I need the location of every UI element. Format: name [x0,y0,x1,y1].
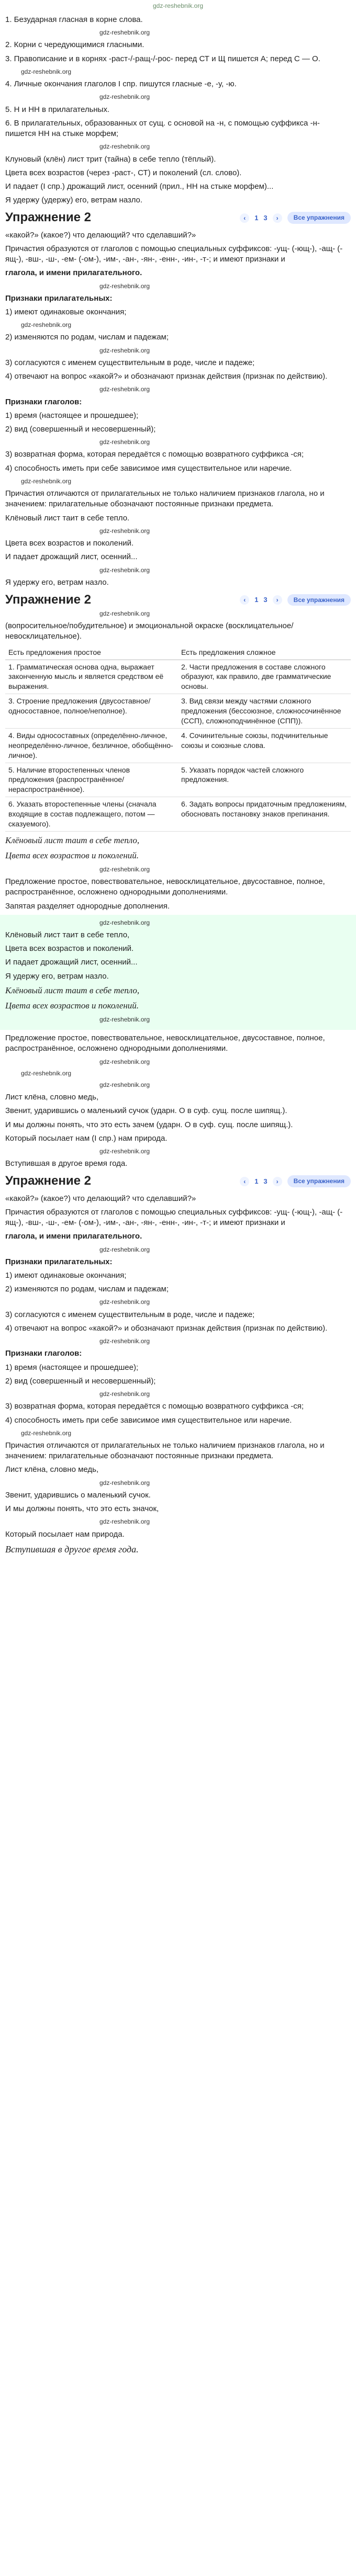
text-line: Признаки глаголов: [5,397,82,406]
text-line: Вступившая в другое время года. [5,1159,128,1168]
site-header[interactable]: gdz-reshebnik.org [152,2,204,9]
table-cell: 5. Наличие второстепенных членов предложения (распространённое/нераспространённое). [5,763,178,797]
watermark: gdz-reshebnik.org [99,610,150,617]
section-1 [0,15,356,206]
text-line: 3) возвратная форма, которая передаётся с помощью возвратного суффикса -ся; [5,450,304,459]
watermark: gdz-reshebnik.org [99,1148,150,1155]
next-arrow-icon[interactable]: › [273,213,282,223]
text-line [5,552,351,562]
text-line: 2) вид (совершенный и несовершенный); [5,1376,156,1386]
page-number[interactable]: 3 [263,213,268,222]
table-header: Есть предложения простое [5,645,178,660]
text-line: Цвета всех возрастов (через -раст-, СТ) и поколений (сл. слово). [5,168,242,177]
text-line: Предложение простое, повествовательное, невосклицательное, двусоставное, полное, распространённое, осложнено однородными дополнениями. [5,1034,325,1053]
text-line: 3) согласуются с именем существительным в роде, числе и падеже; [5,1310,255,1319]
exercise-title: Упражнение 2 [5,592,91,607]
watermark: gdz-reshebnik.org [99,385,150,393]
text-line: Причастия отличаются от прилагательных не только наличием признаков глагола, но и значением: прилагательные обозначают постоянные признаки предмета. [5,489,325,509]
highlighted-block [0,915,356,1030]
text-line: Причастия образуются от глаголов с помощью специальных суффиксов: -ущ- (-ющ-), -ащ- (-ящ-), -вш-, -ш-, -ем- (-ом-), -им-, -ан-, -ян-, -енн-, -ин-, -т-; и имеют признаки и [5,1207,343,1227]
text-line: 1) имеют одинаковые окончания; [5,1270,127,1280]
watermark: gdz-reshebnik.org [99,918,150,926]
sentence-parse: Клёновый лист таит в себе тепло, [5,985,140,995]
text-line: Признаки прилагательных: [5,293,113,303]
watermark: gdz-reshebnik.org [99,282,150,290]
watermark: gdz-reshebnik.org [99,527,150,535]
text-line: 4) способность иметь при себе зависимое имя существительное или наречие. [5,463,292,473]
sentence-parse: Клёновый лист таит в себе тепло, [5,835,140,845]
text-line: Цвета всех возрастов и поколений. [5,539,134,548]
all-exercises-button[interactable]: Все упражнения [287,212,351,223]
text-line: 2) изменяются по родам, числам и падежам; [5,333,169,342]
text-line: глагола, и имени прилагательного. [5,1232,142,1241]
watermark: gdz-reshebnik.org [99,865,150,873]
prev-arrow-icon[interactable]: ‹ [240,213,249,223]
page-number[interactable]: 1 [254,596,259,604]
watermark: gdz-reshebnik.org [99,1390,150,1398]
exercise-title: Упражнение 2 [5,1174,91,1188]
table-cell: 5. Указать порядок частей сложного предложения. [178,763,351,797]
text-line: И мы должны понять, что это есть значок, [5,1504,159,1514]
sentence-parse: Цвета всех возрастов и поколений. [5,1000,139,1011]
text-line: Вступившая в другое время года. [5,1544,139,1554]
page-number[interactable]: 3 [263,596,268,604]
pager [240,594,351,606]
table-cell: 6. Указать второстепенные члены (сначала входящие в состав подлежащего, потом — сказуемого). [5,797,178,832]
text-line: «какой?» (какое?) что делающий? что сделавший?» [5,230,196,240]
watermark: gdz-reshebnik.org [99,1298,150,1306]
sentence-parse: Цвета всех возрастов и поколений. [5,850,139,860]
watermark: gdz-reshebnik.org [99,566,150,574]
exercise-header [0,209,356,227]
page-number[interactable]: 1 [254,213,259,222]
all-exercises-button[interactable]: Все упражнения [287,594,351,606]
text-line: Звенит, ударившись о маленький сучок (ударн. О в суф. сущ. после шипящ.). [5,1106,287,1116]
watermark: gdz-reshebnik.org [99,143,150,151]
section-2 [0,230,356,588]
page-number[interactable]: 3 [263,1177,268,1185]
text-line: Признаки прилагательных: [5,1257,113,1266]
pager [240,212,351,223]
text-line: 2. Корни с чередующимися гласными. [5,40,144,50]
text-line: 2) изменяются по родам, числам и падежам; [5,1285,169,1294]
text-line: 4. Личные окончания глаголов I спр. пишутся гласные -е, -у, -ю. [5,80,237,89]
watermark: gdz-reshebnik.org [99,346,150,354]
table-cell: 1. Грамматическая основа одна, выражает законченную мысль и является средством её выражения. [5,660,178,694]
text-line: Лист клёна, словно медь, [5,1465,99,1474]
section-desc [0,865,356,912]
watermark: gdz-reshebnik.org [21,1069,72,1077]
text-line: Причастия образуются от глаголов с помощью специальных суффиксов: -ущ- (-ющ-), -ащ- (-ящ-), -вш-, -ш-, -ем- (-ом-), -им-, -ан-, -ян-, -енн-, -ин-, -т-; и имеют признаки и [5,244,343,264]
table-cell: 4. Виды односоставных (определённо-личное, неопределённо-личное, безличное, обобщённо-личное). [5,728,178,763]
watermark: gdz-reshebnik.org [99,1015,150,1023]
table-cell: 3. Строение предложения (двусоставное/односоставное, полное/неполное). [5,694,178,729]
table-row [5,660,351,694]
comparison-table [5,645,351,832]
poem-line: И падает дрожащий лист, осенний... [5,552,138,562]
watermark: gdz-reshebnik.org [99,1518,150,1526]
text-line: Признаки глаголов: [5,1349,82,1358]
watermark: gdz-reshebnik.org [21,67,72,75]
text-line: глагола, и имени прилагательного. [5,268,142,278]
watermark: gdz-reshebnik.org [21,321,72,329]
prev-arrow-icon[interactable]: ‹ [240,1177,249,1186]
table-row [5,728,351,763]
text-line: Предложение простое, повествовательное, невосклицательное, двусоставное, полное, распространённое, осложнено однородными дополнениями. [5,877,325,897]
watermark: gdz-reshebnik.org [99,1245,150,1253]
section-5 [0,1194,356,1556]
text-line: 4) отвечают на вопрос «какой?» и обозначают признак действия (признак по действию). [5,372,328,381]
watermark: gdz-reshebnik.org [21,1429,72,1437]
text-line: 1) время (настоящее и прошедшее); [5,411,139,420]
next-arrow-icon[interactable]: › [273,1177,282,1186]
exercise-title: Упражнение 2 [5,210,91,225]
text-line: Который посылает нам природа. [5,1529,125,1539]
next-arrow-icon[interactable]: › [273,595,282,605]
watermark: gdz-reshebnik.org [21,477,72,485]
text-line: И падает (I спр.) дрожащий лист, осенний (прил., НН на стыке морфем)... [5,182,274,191]
watermark: gdz-reshebnik.org [99,1081,150,1088]
text-line: Запятая разделяет однородные дополнения. [5,901,170,911]
text-line: Я удержу (удержу) его, ветрам назло. [5,196,143,205]
text-line: 1) имеют одинаковые окончания; [5,307,127,316]
watermark: gdz-reshebnik.org [99,438,150,446]
poem-line: И падает дрожащий лист, осенний... [5,958,138,967]
watermark: gdz-reshebnik.org [99,1337,150,1345]
text-line: (вопросительное/побудительное) и эмоциональной окраске (восклицательное/невосклицательное). [5,621,294,641]
text-line: «какой?» (какое?) что делающий? что сделавший?» [5,1194,196,1203]
exercise-header [0,591,356,609]
text-line: Лист клёна, словно медь, [5,1093,99,1102]
exercise-header [0,1173,356,1190]
text-line: Клёновый лист таит в себе тепло. [5,513,130,523]
watermark: gdz-reshebnik.org [99,29,150,37]
watermark: gdz-reshebnik.org [99,1058,150,1065]
table-cell: 2. Части предложения в составе сложного образуют, как правило, две грамматические основы. [178,660,351,694]
text-line: 5. Н и НН в прилагательных. [5,105,110,114]
watermark: gdz-reshebnik.org [99,93,150,101]
poem-line: Цвета всех возрастов и поколений. [5,944,134,954]
table-cell: 4. Сочинительные союзы, подчинительные союзы и союзные слова. [178,728,351,763]
table-cell: 3. Вид связи между частями сложного предложения (бессоюзное, сложносочинённое (ССП), сложноподчинённое (СПП)). [178,694,351,729]
text-line: И мы должны понять, что это есть зачем (ударн. О в суф. сущ. после шипящ.). [5,1120,293,1129]
text-line: 6. В прилагательных, образованных от сущ. с основой на -н, с помощью суффикса -н- пишется НН на стыке морфем; [5,118,320,139]
poem-line: Клёновый лист таит в себе тепло, [5,930,130,939]
section-3 [0,609,356,642]
text-line: 1) время (настоящее и прошедшее); [5,1363,139,1372]
text-line: Который посылает нам (I спр.) нам природа. [5,1133,168,1143]
text-line: Причастия отличаются от прилагательных не только наличием признаков глагола, но и значением: прилагательные обозначают постоянные признаки предмета. [5,1440,325,1461]
table-header: Есть предложения сложное [178,645,351,660]
text-line: 1. Безударная гласная в корне слова. [5,15,143,24]
all-exercises-button[interactable]: Все упражнения [287,1175,351,1187]
text-line: 3) возвратная форма, которая передаётся с помощью возвратного суффикса -ся; [5,1402,304,1411]
text-line: 3. Правописание и в корнях -раст-/-ращ-/-рос- перед СТ и Щ пишется А; перед С — О. [5,54,320,63]
text-line: 4) способность иметь при себе зависимое имя существительное или наречие. [5,1415,292,1425]
text-line: Звенит, ударившись о маленький сучок. [5,1490,151,1500]
text-line: 4) отвечают на вопрос «какой?» и обозначают признак действия (признак по действию). [5,1323,328,1333]
text-line: 3) согласуются с именем существительным в роде, числе и падеже; [5,358,255,367]
pager [240,1175,351,1187]
text-line: Клуновый (клён) лист трит (тайна) в себе тепло (тёплый). [5,154,216,164]
poem-line: Я удержу его, ветрам назло. [5,971,109,981]
table-row [5,797,351,832]
text-line: 2) вид (совершенный и несовершенный); [5,425,156,434]
watermark: gdz-reshebnik.org [99,1479,150,1486]
table-cell: 6. Задать вопросы придаточным предложениям, обосновать постановку знаков препинания. [178,797,351,832]
page-number[interactable]: 1 [254,1177,259,1185]
text-line: Я удержу его, ветрам назло. [5,577,109,587]
section-4 [0,1033,356,1170]
prev-arrow-icon[interactable]: ‹ [240,595,249,605]
table-row [5,763,351,797]
table-row [5,694,351,729]
